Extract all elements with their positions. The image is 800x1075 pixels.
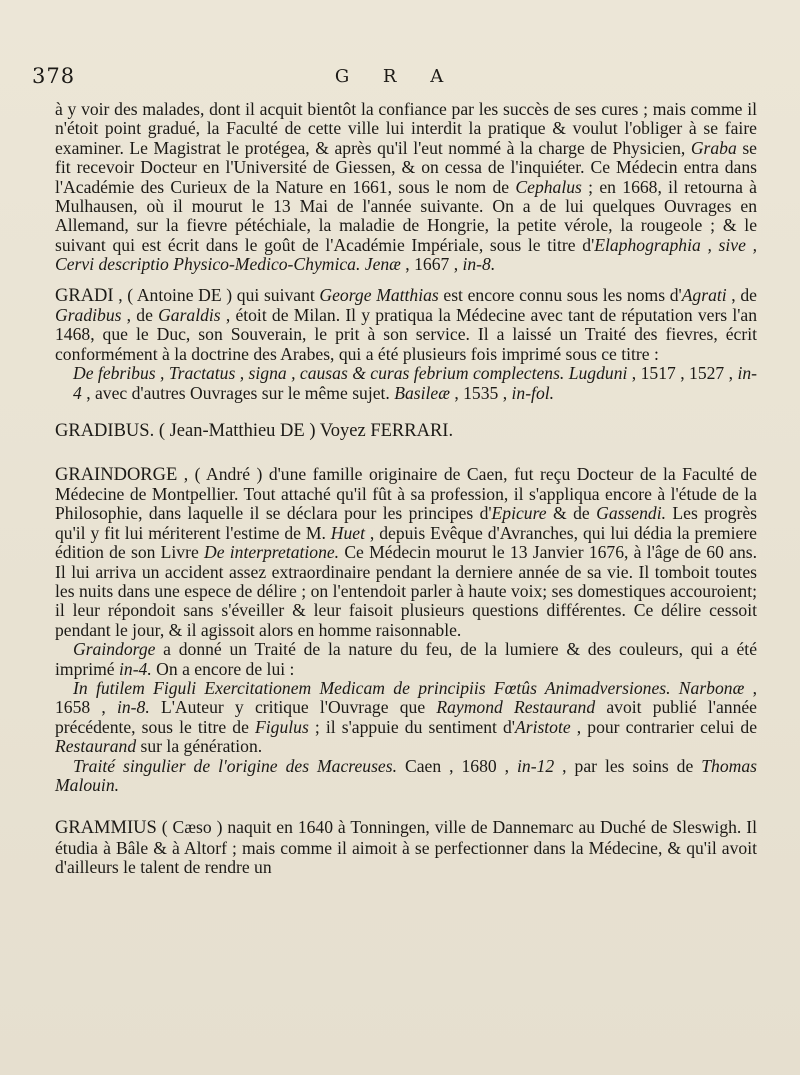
page-header bbox=[32, 62, 760, 92]
entry-headword: GRADI bbox=[55, 285, 114, 306]
entry-gradibus: GRADIBUS. ( Jean-Matthieu DE ) Voyez FERRARI. bbox=[55, 421, 454, 442]
work-citation: Traité singulier de l'origine des Macreuses. Caen , 1680 , in-12 , par les soins de Thomas Malouin. bbox=[55, 755, 757, 795]
entry-grammius: GRAMMIUS ( Cæso ) naquit en 1640 à Tonningen, ville de Dannemarc au Duché de Sleswigh. Il étudia à Bâle & à Altorf ; mais comme il aimoit à se perfectionner dans la Médecine, & qu'il avoit d'ailleurs le talent de rendre un bbox=[55, 817, 757, 878]
page-body bbox=[55, 100, 757, 878]
entry-paragraph: Graindorge a donné un Traité de la nature du feu, de la lumiere & des couleurs, qui a été imprimé in-4. On a encore de lui : bbox=[55, 639, 757, 679]
work-citation: De febribus , Tractatus , signa , causas & curas febrium complectens. Lugduni , 1517 , 1527 , in-4 , avec d'autres Ouvrages sur le même sujet. Basileæ , 1535 , in-fol. bbox=[73, 363, 757, 403]
entry-headword: GRAINDORGE bbox=[55, 464, 178, 485]
entry-headword: GRAMMIUS bbox=[55, 818, 157, 839]
running-head: G R A bbox=[334, 66, 458, 87]
work-citation: In futilem Figuli Exercitationem Medicam de principiis Fœtûs Animadversiones. Narbonæ , 1658 , in-8. L'Auteur y critique l'Ouvrage que Raymond Restaurand avoit publié l'année précédente, sous le titre de Figulus ; il s'appuie du sentiment d'Aristote , pour contrarier celui de Restaurand sur la génération. bbox=[55, 677, 758, 757]
entry-graindorge: GRAINDORGE , ( André ) d'une famille originaire de Caen, fut reçu Docteur de la Faculté de Médecine de Montpellier. Tout attaché qu'il fût à sa profession, il s'appliqua encore à l'étude de la Philosophie, dans laquelle il se déclara pour les principes d'Epicure & de Gassendi. Les progrès qu'il y fit lui mériterent l'estime de M. Huet , depuis Evêque d'Avranches, qui lui dédia la premiere édition de son Livre De interpretatione. Ce Médecin mourut le 13 Janvier 1676, à l'âge de 60 ans. Il lui arriva un accident assez extraordinaire pendant la derniere année de sa vie. Il tomboit toutes les nuits dans une espece de délire ; on l'entendoit parler à haute voix; ses domestiques accouroient; il leur répondoit sans s'éveiller & leur faisoit plusieurs questions différentes. Ce délire cessoit pendant le jour, & il agissoit alors en homme raisonnable. bbox=[55, 463, 757, 640]
page-number: 378 bbox=[32, 64, 76, 88]
entry-grabe-continuation: à y voir des malades, dont il acquit bientôt la confiance par les succès de ses cures ; mais comme il n'étoit point gradué, la Faculté de cette ville lui interdit la pratique & voulut l'obliger à se faire examiner. Le Magistrat le protégea, & après qu'il l'eut nommé à la charge de Physicien, Graba se fit recevoir Docteur en l'Université de Giessen, & on cessa de l'inquiéter. Ce Médecin entra dans l'Académie des Curieux de la Nature en 1661, sous le nom de Cephalus ; en 1668, il retourna à Mulhausen, où il mourut le 13 Mai de l'année suivante. On a de lui quelques Ouvrages en Allemand, sur la fievre pétéchiale, la maladie de Hongrie, la petite vérole, la rougeole ; & le suivant qui est écrit dans le goût de l'Académie Impériale, sous le titre d'Elaphographia , sive , Cervi descriptio Physico-Medico-Chymica. Jenæ , 1667 , in-8. bbox=[55, 99, 757, 275]
entry-gradi: GRADI , ( Antoine DE ) qui suivant George Matthias est encore connu sous les noms d'Agrati , de Gradibus , de Garaldis , étoit de Milan. Il y pratiqua la Médecine avec tant de réputation vers l'an 1468, que le Duc, son Souverain, le prit à son service. Il a laissé un Traité des fievres, écrit conformément à la doctrine des Arabes, qui a été plusieurs fois imprimé sous ce titre : bbox=[55, 284, 758, 364]
